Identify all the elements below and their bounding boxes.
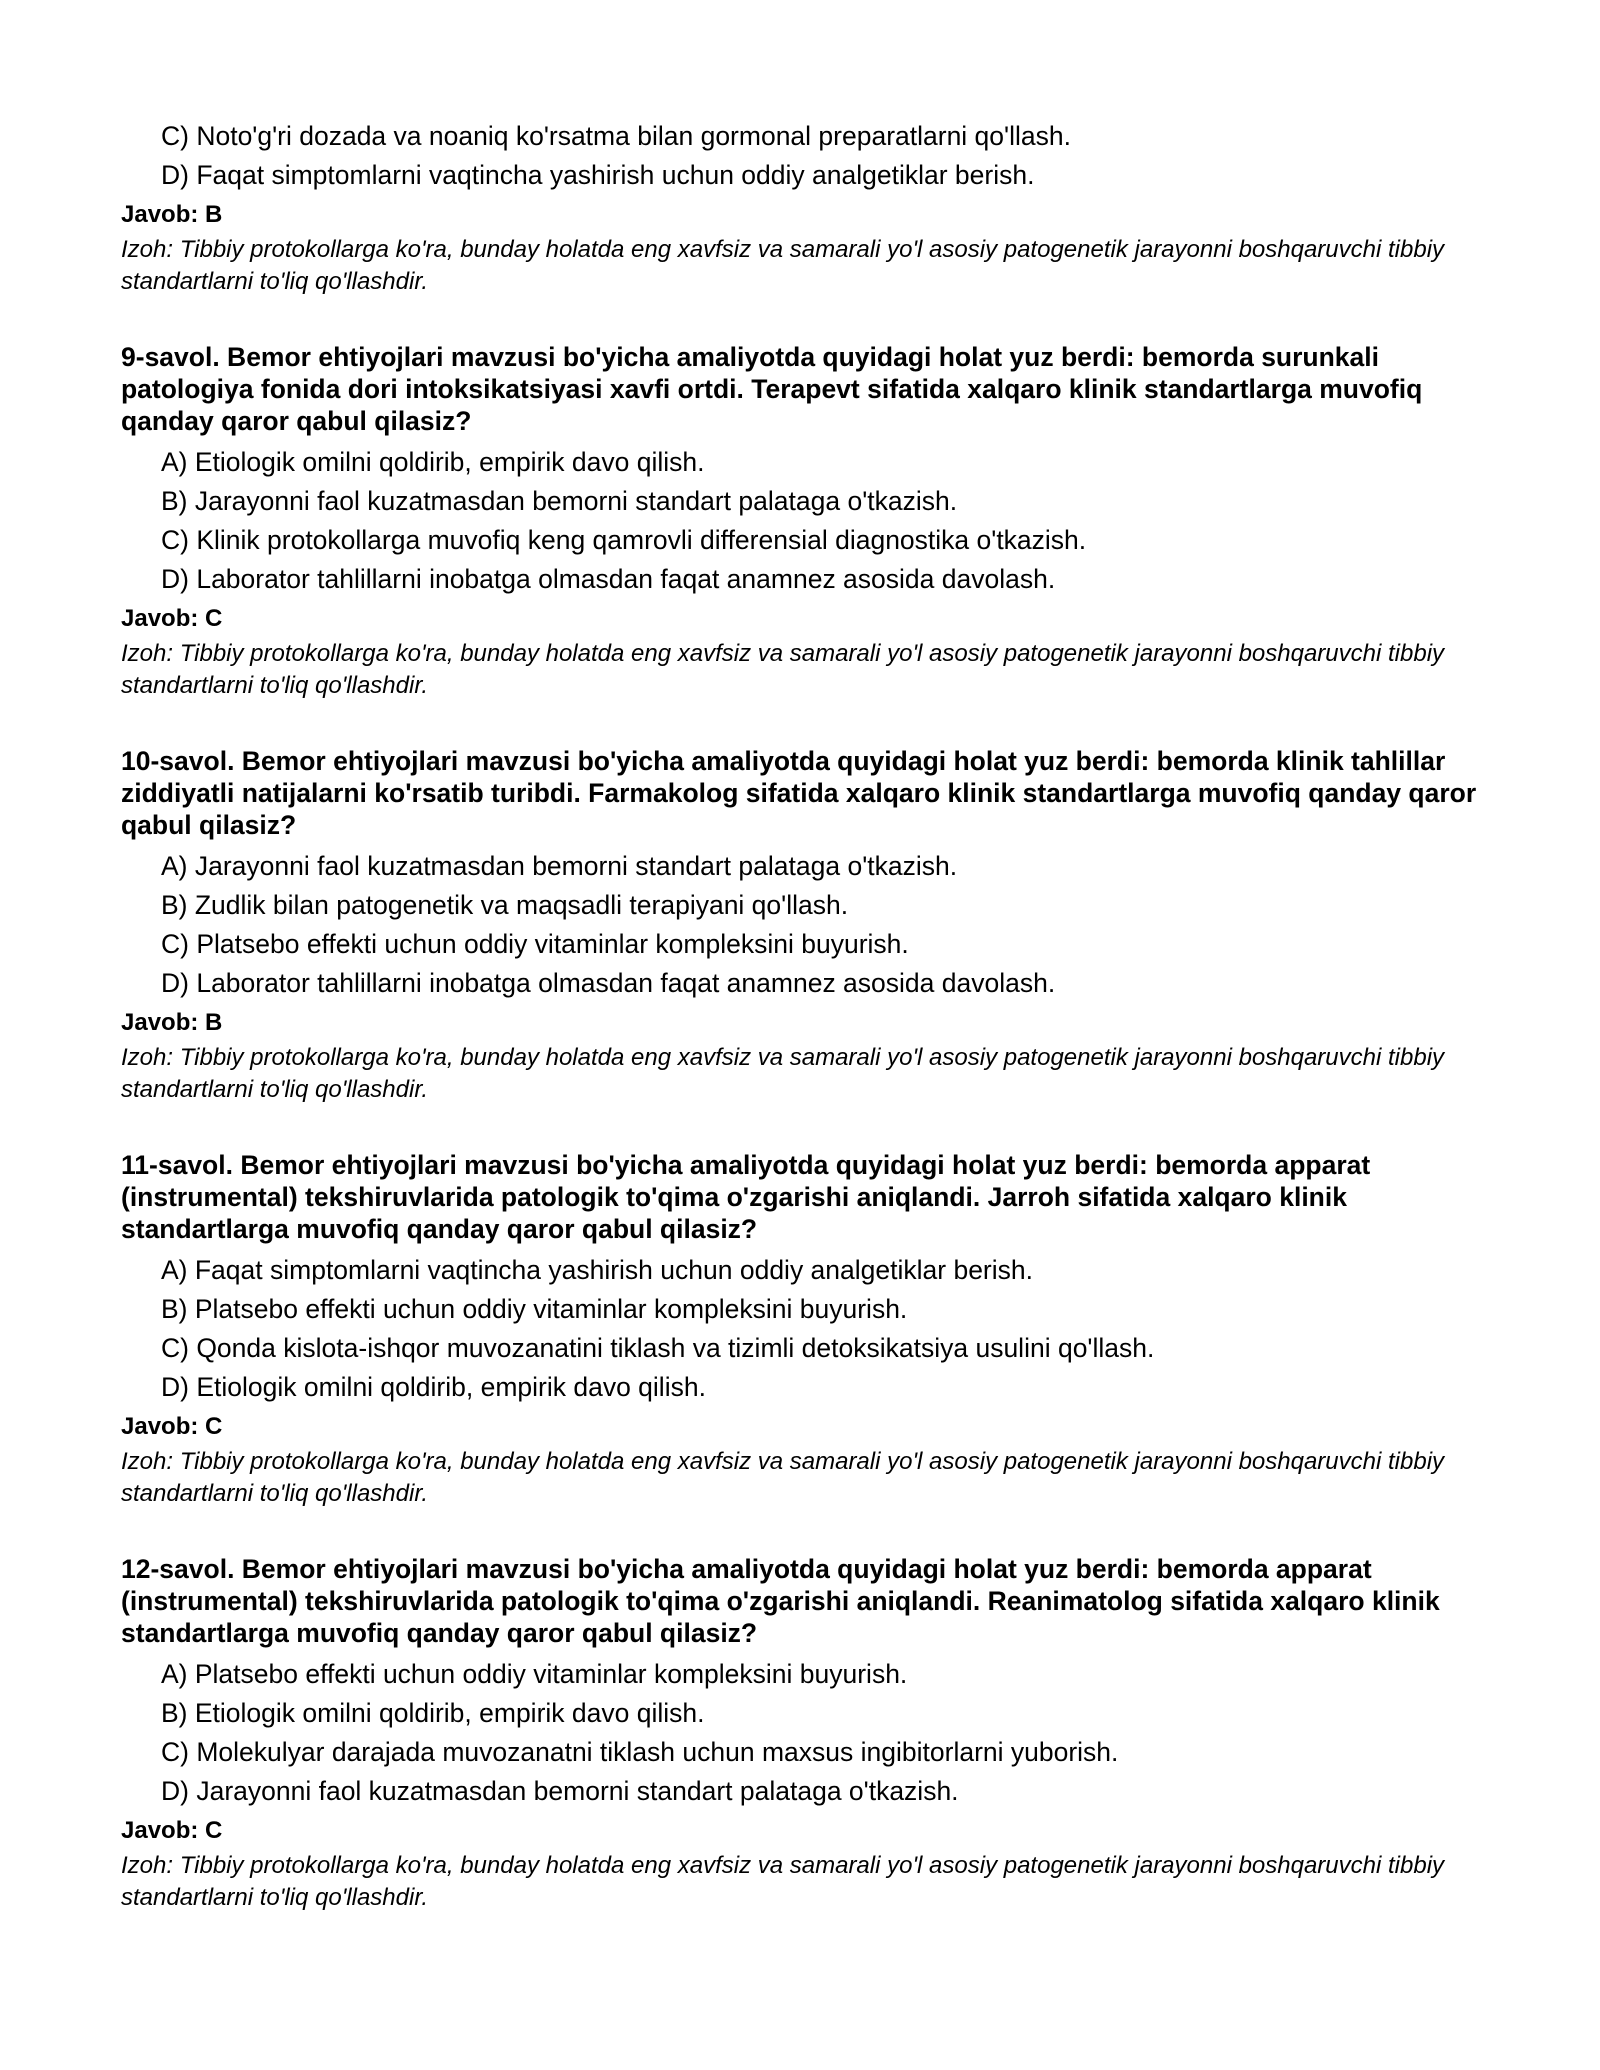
option-d: D) Etiologik omilni qoldirib, empirik davo qilish. — [161, 1372, 706, 1402]
question-9 — [121, 341, 1501, 702]
option-c: C) Platsebo effekti uchun oddiy vitaminlar kompleksini buyurish. — [161, 929, 909, 959]
option-a: A) Etiologik omilni qoldirib, empirik davo qilish. — [161, 447, 705, 477]
document-page — [121, 121, 1501, 1914]
question-text: 10-savol. Bemor ehtiyojlari mavzusi bo'yicha amaliyotda quyidagi holat yuz berdi: bemorda klinik tahlillar ziddiyatli natijalarni ko'rsatib turibdi. Farmakolog sifatida xalqaro klinik standartlarga muvofiq qanday qaror qabul qilasiz? — [121, 746, 1477, 840]
option-d: D) Jarayonni faol kuzatmasdan bemorni standart palataga o'tkazish. — [161, 1776, 959, 1806]
options-list — [121, 121, 1501, 190]
option-a: A) Platsebo effekti uchun oddiy vitaminlar kompleksini buyurish. — [161, 1659, 908, 1689]
answer-label: Javob: C — [121, 1413, 223, 1440]
explanation-note: Izoh: Tibbiy protokollarga ko'ra, bunday holatda eng xavfsiz va samarali yo'l asosiy patogenetik jarayonni boshqaruvchi tibbiy standartlarni to'liq qo'llashdir. — [121, 236, 1445, 295]
question-text: 9-savol. Bemor ehtiyojlari mavzusi bo'yicha amaliyotda quyidagi holat yuz berdi: bemorda surunkali patologiya fonida dori intoksikatsiyasi xavfi ortdi. Terapevt sifatida xalqaro klinik standartlarga muvofiq qanday qaror qabul qilasiz? — [121, 342, 1423, 436]
option-c: C) Noto'g'ri dozada va noaniq ko'rsatma bilan gormonal preparatlarni qo'llash. — [161, 121, 1071, 151]
option-a: A) Jarayonni faol kuzatmasdan bemorni standart palataga o'tkazish. — [161, 851, 958, 881]
question-8-continuation — [121, 121, 1501, 298]
options-list — [121, 447, 1501, 594]
option-a: A) Faqat simptomlarni vaqtincha yashirish uchun oddiy analgetiklar berish. — [161, 1255, 1033, 1285]
option-b: B) Platsebo effekti uchun oddiy vitaminlar kompleksini buyurish. — [161, 1294, 908, 1324]
option-d: D) Laborator tahlillarni inobatga olmasdan faqat anamnez asosida davolash. — [161, 564, 1056, 594]
explanation-note: Izoh: Tibbiy protokollarga ko'ra, bunday holatda eng xavfsiz va samarali yo'l asosiy patogenetik jarayonni boshqaruvchi tibbiy standartlarni to'liq qo'llashdir. — [121, 1044, 1445, 1103]
options-list — [121, 1255, 1501, 1402]
explanation-note: Izoh: Tibbiy protokollarga ko'ra, bunday holatda eng xavfsiz va samarali yo'l asosiy patogenetik jarayonni boshqaruvchi tibbiy standartlarni to'liq qo'llashdir. — [121, 1448, 1445, 1507]
question-12 — [121, 1553, 1501, 1914]
option-b: B) Jarayonni faol kuzatmasdan bemorni standart palataga o'tkazish. — [161, 486, 958, 516]
option-c: C) Qonda kislota-ishqor muvozanatini tiklash va tizimli detoksikatsiya usulini qo'llash. — [161, 1333, 1155, 1363]
option-c: C) Klinik protokollarga muvofiq keng qamrovli differensial diagnostika o'tkazish. — [161, 525, 1087, 555]
option-b: B) Zudlik bilan patogenetik va maqsadli terapiyani qo'llash. — [161, 890, 849, 920]
explanation-note: Izoh: Tibbiy protokollarga ko'ra, bunday holatda eng xavfsiz va samarali yo'l asosiy patogenetik jarayonni boshqaruvchi tibbiy standartlarni to'liq qo'llashdir. — [121, 1852, 1445, 1911]
option-d: D) Faqat simptomlarni vaqtincha yashirish uchun oddiy analgetiklar berish. — [161, 160, 1035, 190]
options-list — [121, 1659, 1501, 1806]
answer-label: Javob: B — [121, 1009, 223, 1036]
option-b: B) Etiologik omilni qoldirib, empirik davo qilish. — [161, 1698, 705, 1728]
options-list — [121, 851, 1501, 998]
option-d: D) Laborator tahlillarni inobatga olmasdan faqat anamnez asosida davolash. — [161, 968, 1056, 998]
explanation-note: Izoh: Tibbiy protokollarga ko'ra, bunday holatda eng xavfsiz va samarali yo'l asosiy patogenetik jarayonni boshqaruvchi tibbiy standartlarni to'liq qo'llashdir. — [121, 640, 1445, 699]
question-text: 12-savol. Bemor ehtiyojlari mavzusi bo'yicha amaliyotda quyidagi holat yuz berdi: bemorda apparat (instrumental) tekshiruvlarida patologik to'qima o'zgarishi aniqlandi. Reanimatolog sifatida xalqaro klinik standartlarga muvofiq qanday qaror qabul qilasiz? — [121, 1554, 1440, 1648]
answer-label: Javob: C — [121, 1817, 223, 1844]
answer-label: Javob: B — [121, 201, 223, 228]
question-text: 11-savol. Bemor ehtiyojlari mavzusi bo'yicha amaliyotda quyidagi holat yuz berdi: bemorda apparat (instrumental) tekshiruvlarida patologik to'qima o'zgarishi aniqlandi. Jarroh sifatida xalqaro klinik standartlarga muvofiq qanday qaror qabul qilasiz? — [121, 1150, 1371, 1244]
question-10 — [121, 745, 1501, 1106]
answer-label: Javob: C — [121, 605, 223, 632]
question-11 — [121, 1149, 1501, 1510]
option-c: C) Molekulyar darajada muvozanatni tiklash uchun maxsus ingibitorlarni yuborish. — [161, 1737, 1119, 1767]
